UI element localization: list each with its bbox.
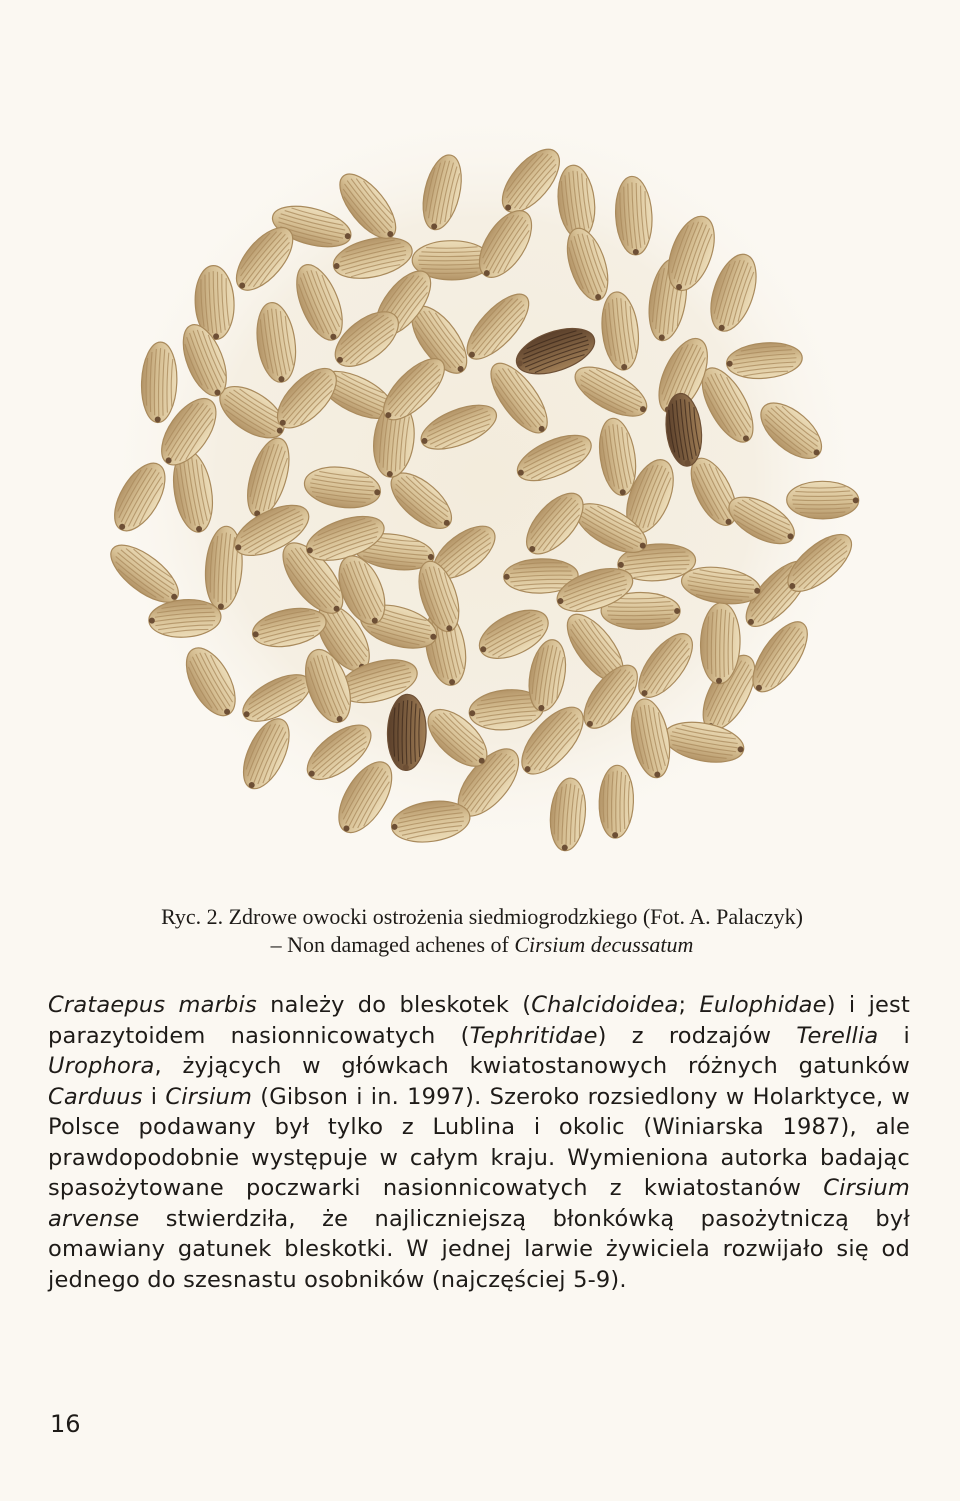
taxon-name: Urophora [48,1053,155,1079]
taxon-name: Cirsium [165,1083,253,1110]
achenes-photograph [100,100,870,860]
caption-line-1: Ryc. 2. Zdrowe owocki ostrożenia siedmiogrodzkiego (Fot. A. Palaczyk) [161,904,803,929]
text-run: (Gibson i in. 1997). Szeroko rozsiedlony w Holarktyce, w Polsce podawany był tylko z Lublina i okolic (Winiarska 1987), ale prawdopodobnie występuje w całym kraju. Wymieniona autorka badając spasożytowane poczwarki nasionnicowatych z kwiatostanów [48,1083,911,1201]
taxon-name: Terellia [796,1022,879,1049]
caption-english-prefix: – Non damaged achenes of [270,932,515,957]
taxon-name: Chalcidoidea [531,992,679,1018]
taxon-name: Cirsium arvense [48,1175,910,1232]
page-number: 16 [50,1410,81,1438]
photo-achenes [100,100,870,860]
paragraph [48,990,910,1295]
species-name: Crataepus marbis [48,992,257,1018]
body-paragraph [48,990,910,1295]
caption-species-name: Cirsium decussatum [514,932,694,957]
text-run: ) i jest parazytoidem nasionnicowatych ( [48,992,911,1049]
text-run: stwierdziła, że najliczniejszą błonkówką pasożytniczą był omawiany gatunek bleskotki. W jednej larwie żywiciela rozwijało się od jednego do szesnastu osobników (najczęściej 5-9). [48,1205,910,1293]
text-run: , żyjących w główkach kwiatostanowych różnych gatunków [154,1053,910,1079]
photo-background [100,105,870,855]
text-run: i [878,1022,910,1049]
figure-caption [48,903,916,959]
text-run: i [142,1083,166,1110]
text-run: należy do bleskotek ( [256,992,532,1018]
text-run: ; [678,992,700,1018]
taxon-name: Carduus [48,1083,143,1110]
taxon-name: Tephritidae [469,1022,598,1049]
text-run: ) z rodzajów [597,1022,797,1049]
taxon-name: Eulophidae [699,992,827,1018]
caption-line-2 [48,931,916,959]
achene-seed [787,481,859,519]
